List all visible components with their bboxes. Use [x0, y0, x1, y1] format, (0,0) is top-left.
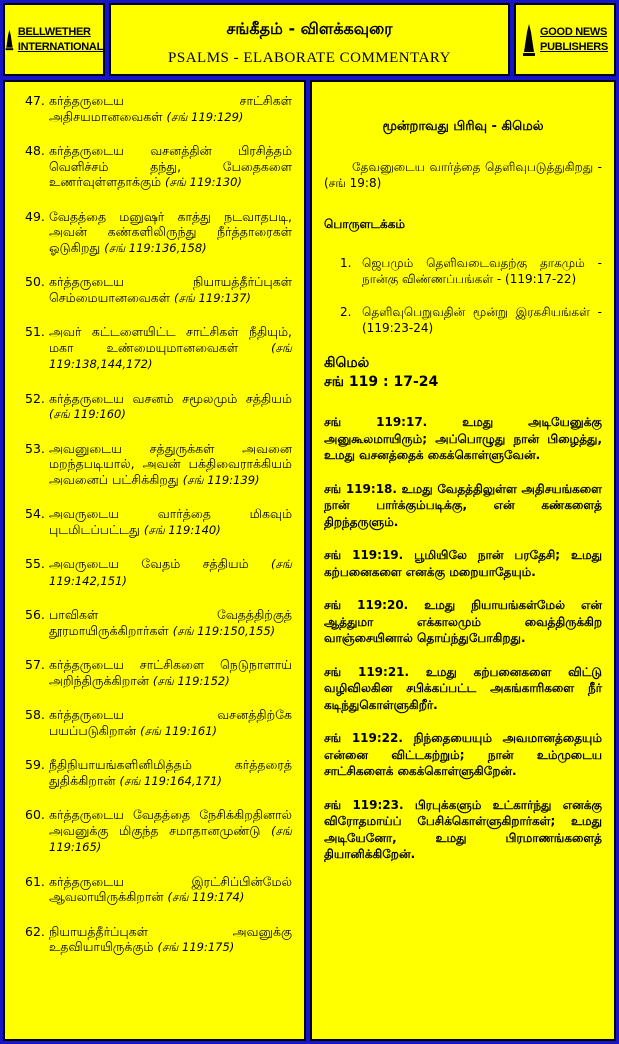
bellwether-logo [3, 3, 105, 76]
list-item [25, 209, 292, 257]
list-item [25, 924, 292, 956]
item-number: 49. [25, 208, 45, 224]
item-text: கர்த்தருடைய வசனத்தின் பிரசித்தம் வெளிச்சம் தந்து, பேதைகளை உணர்வுள்ளதாக்கும் [49, 143, 292, 189]
header-title-box [109, 3, 510, 76]
list-item [25, 506, 292, 538]
item-reference: (சங் 119:136,158) [104, 240, 207, 255]
list-item [25, 707, 292, 739]
item-number: 61. [25, 873, 45, 889]
item-number: 54. [25, 506, 45, 521]
item-reference: (சங் 119:161) [140, 723, 218, 738]
bell-icon [5, 22, 14, 58]
item-text: கர்த்தருடைய சாட்சிகள் அதிசயமானவைகள் [49, 93, 292, 124]
list-item [25, 757, 292, 789]
contents-item [340, 255, 602, 287]
item-text: அவர் கட்டளையிட்ட சாட்சிகள் நீதியும், மகா உண்மையுமானவைகள் [49, 324, 292, 355]
passage-name: கிமெல் [324, 355, 370, 371]
verse: சங் 119:22. நிந்தையையும் அவமானத்தையும் என்னை விட்டகற்றும்; நான் உம்முடைய சாட்சிகளைக் கைக்கொள்ளுகிறேன். [324, 731, 602, 778]
contents-list [324, 255, 602, 336]
list-item [25, 441, 292, 489]
item-number: 59. [25, 757, 45, 772]
list-item [25, 143, 292, 191]
contents-item [340, 304, 602, 336]
item-text: கர்த்தருடைய வசனம் சமூலமும் சத்தியம் [49, 390, 292, 406]
list-item [25, 324, 292, 373]
item-number: 50. [25, 274, 45, 289]
page-title-tamil: சங்கீதம் - விளக்கவுரை [226, 19, 393, 38]
bell-icon [522, 22, 536, 58]
item-number: 51. [25, 324, 45, 339]
verse: சங் 119:20. உமது நியாயங்கள்மேல் என் ஆத்துமா எக்காலமும் வைத்திருக்கிற வாஞ்சையினால் தொய்ந்துபோகிறது. [324, 598, 602, 645]
logo-line-2: INTERNATIONAL [17, 40, 103, 53]
item-reference: (சங் 119:160) [49, 407, 126, 421]
contents-text: ஜெபமும் தெளிவடைவதற்கு தாகமும் - நான்கு விண்ணப்பங்கள் - (119:17-22) [362, 256, 602, 286]
item-number: 47. [25, 93, 45, 108]
list-item [25, 274, 292, 306]
item-text: கர்த்தருடைய வேதத்தை நேசிக்கிறதினால் அவனுக்கு மிகுந்த சமாதானமுண்டு [49, 807, 292, 838]
item-reference: (சங் 119:129) [166, 109, 244, 124]
logo-line-2: PUBLISHERS [540, 40, 608, 53]
contents-text: தெளிவுபெறுவதின் மூன்று இரகசியங்கள் - (119:23-24) [362, 305, 602, 335]
logo-line-1: BELLWETHER [17, 25, 91, 38]
list-item [25, 874, 292, 906]
list-item [25, 607, 292, 639]
list-item [25, 657, 292, 689]
item-number: 58. [25, 707, 45, 722]
item-reference: (சங் 119:139) [182, 472, 260, 487]
item-reference: (சங் 119:138,144,172) [49, 340, 292, 371]
item-reference: (சங் 119:142,151) [49, 557, 292, 588]
item-text: அவருடைய வார்த்தை மிகவும் புடமிடப்பட்டது [49, 506, 292, 537]
left-column [3, 80, 306, 1041]
chapter-title: மூன்றாவது பிரிவு - கிமெல் [382, 119, 544, 134]
passage-reference: சங் 119 : 17-24 [324, 374, 439, 390]
item-number: 55. [25, 556, 45, 571]
item-number: 62. [25, 923, 45, 939]
list-item [25, 93, 292, 125]
good-news-logo [514, 3, 616, 76]
item-reference: (சங் 119:152) [152, 673, 230, 688]
item-text: வேதத்தை மனுஷர் காத்து நடவாதபடி, அவன் கண்களிலிருந்து நீர்த்தாரைகள் ஓடுகிறது [49, 208, 292, 255]
item-text: அவருடைய வேதம் சத்தியம் [49, 556, 249, 571]
item-reference: (சங் 119:137) [174, 290, 251, 305]
item-text: கர்த்தருடைய நியாயத்தீர்ப்புகள் செம்மையானவைகள் [49, 274, 292, 305]
item-text: நீதிநியாயங்களினிமித்தம் கர்த்தரைத் துதிக்கிறான் [49, 757, 292, 788]
point-list [5, 82, 304, 956]
right-column [310, 80, 616, 1041]
item-reference: (சங் 119:150,155) [172, 623, 276, 638]
item-reference: (சங் 119:140) [143, 522, 221, 537]
contents-number: 2. [340, 305, 352, 319]
item-text: கர்த்தருடைய இரட்சிப்பின்மேல் ஆவலாயிருக்கிறான் [49, 873, 292, 904]
verse: சங் 119:17. உமது அடியேனுக்கு அனுகூலமாயிரும்; அப்பொழுது நான் பிழைத்து, உமது வசனத்தைக் கைக்கொள்ளுவேன். [324, 415, 602, 462]
item-number: 57. [25, 657, 45, 672]
item-text: கர்த்தருடைய வசனத்திற்கே பயப்படுகிறான் [49, 707, 292, 738]
verse: சங் 119:19. பூமியிலே நான் பரதேசி; உமது கற்பனைகளை எனக்கு மறையாதேயும். [324, 548, 602, 579]
list-item [25, 807, 292, 856]
item-number: 56. [25, 607, 45, 622]
item-reference: (சங் 119:175) [157, 940, 235, 954]
item-text: நியாயத்தீர்ப்புகள் அவனுக்கு உதவியாயிருக்கும் [49, 923, 292, 954]
item-number: 48. [25, 143, 45, 158]
item-text: அவனுடைய சத்துருக்கள் அவனை மறந்தபடியால், அவன் பக்திவைராக்கியம் அவனைப் பட்சிக்கிறது [49, 440, 292, 487]
list-item [25, 556, 292, 589]
item-number: 52. [25, 390, 45, 406]
item-reference: (சங் 119:164,171) [119, 773, 222, 788]
item-text: பாவிகள் வேதத்திற்குத் தூரமாயிருக்கிறார்கள் [49, 607, 292, 638]
verse: சங் 119:21. உமது கற்பனைகளை விட்டு வழிவிலகின சபிக்கப்பட்ட அகங்காரிகளை நீர் கடிந்துகொள்ளுகிறீர். [324, 664, 602, 712]
item-text: கர்த்தருடைய சாட்சிகளை நெடுநாளாய் அறிந்திருக்கிறான் [49, 657, 292, 688]
item-number: 60. [25, 807, 45, 822]
intro-text: தேவனுடைய வார்த்தை தெளிவுபடுத்துகிறது - (சங் 19:8) [324, 160, 602, 190]
item-reference: (சங் 119:174) [167, 890, 245, 904]
verse: சங் 119:18. உமது வேதத்திலுள்ள அதிசயங்களை நான் பார்க்கும்படிக்கு, என் கண்களைத் திறந்தருளும். [324, 481, 602, 529]
verse: சங் 119:23. பிரபுக்களும் உட்கார்ந்து எனக்கு விரோதமாய்ப் பேசிக்கொள்ளுகிறார்கள்; உமது அடியேனோ, உமது பிரமாணங்களைத் தியானிக்கிறேன். [324, 797, 602, 861]
contents-number: 1. [340, 256, 352, 270]
page-title-english: PSALMS - ELABORATE COMMENTARY [168, 50, 451, 66]
passage-heading [324, 354, 602, 392]
item-reference: (சங் 119:165) [49, 823, 292, 854]
contents-heading: பொருளடக்கம் [324, 217, 406, 231]
logo-line-1: GOOD NEWS [540, 25, 608, 38]
verse-list [324, 414, 602, 863]
list-item [25, 391, 292, 423]
item-number: 53. [25, 440, 45, 456]
item-reference: (சங் 119:130) [165, 175, 242, 189]
